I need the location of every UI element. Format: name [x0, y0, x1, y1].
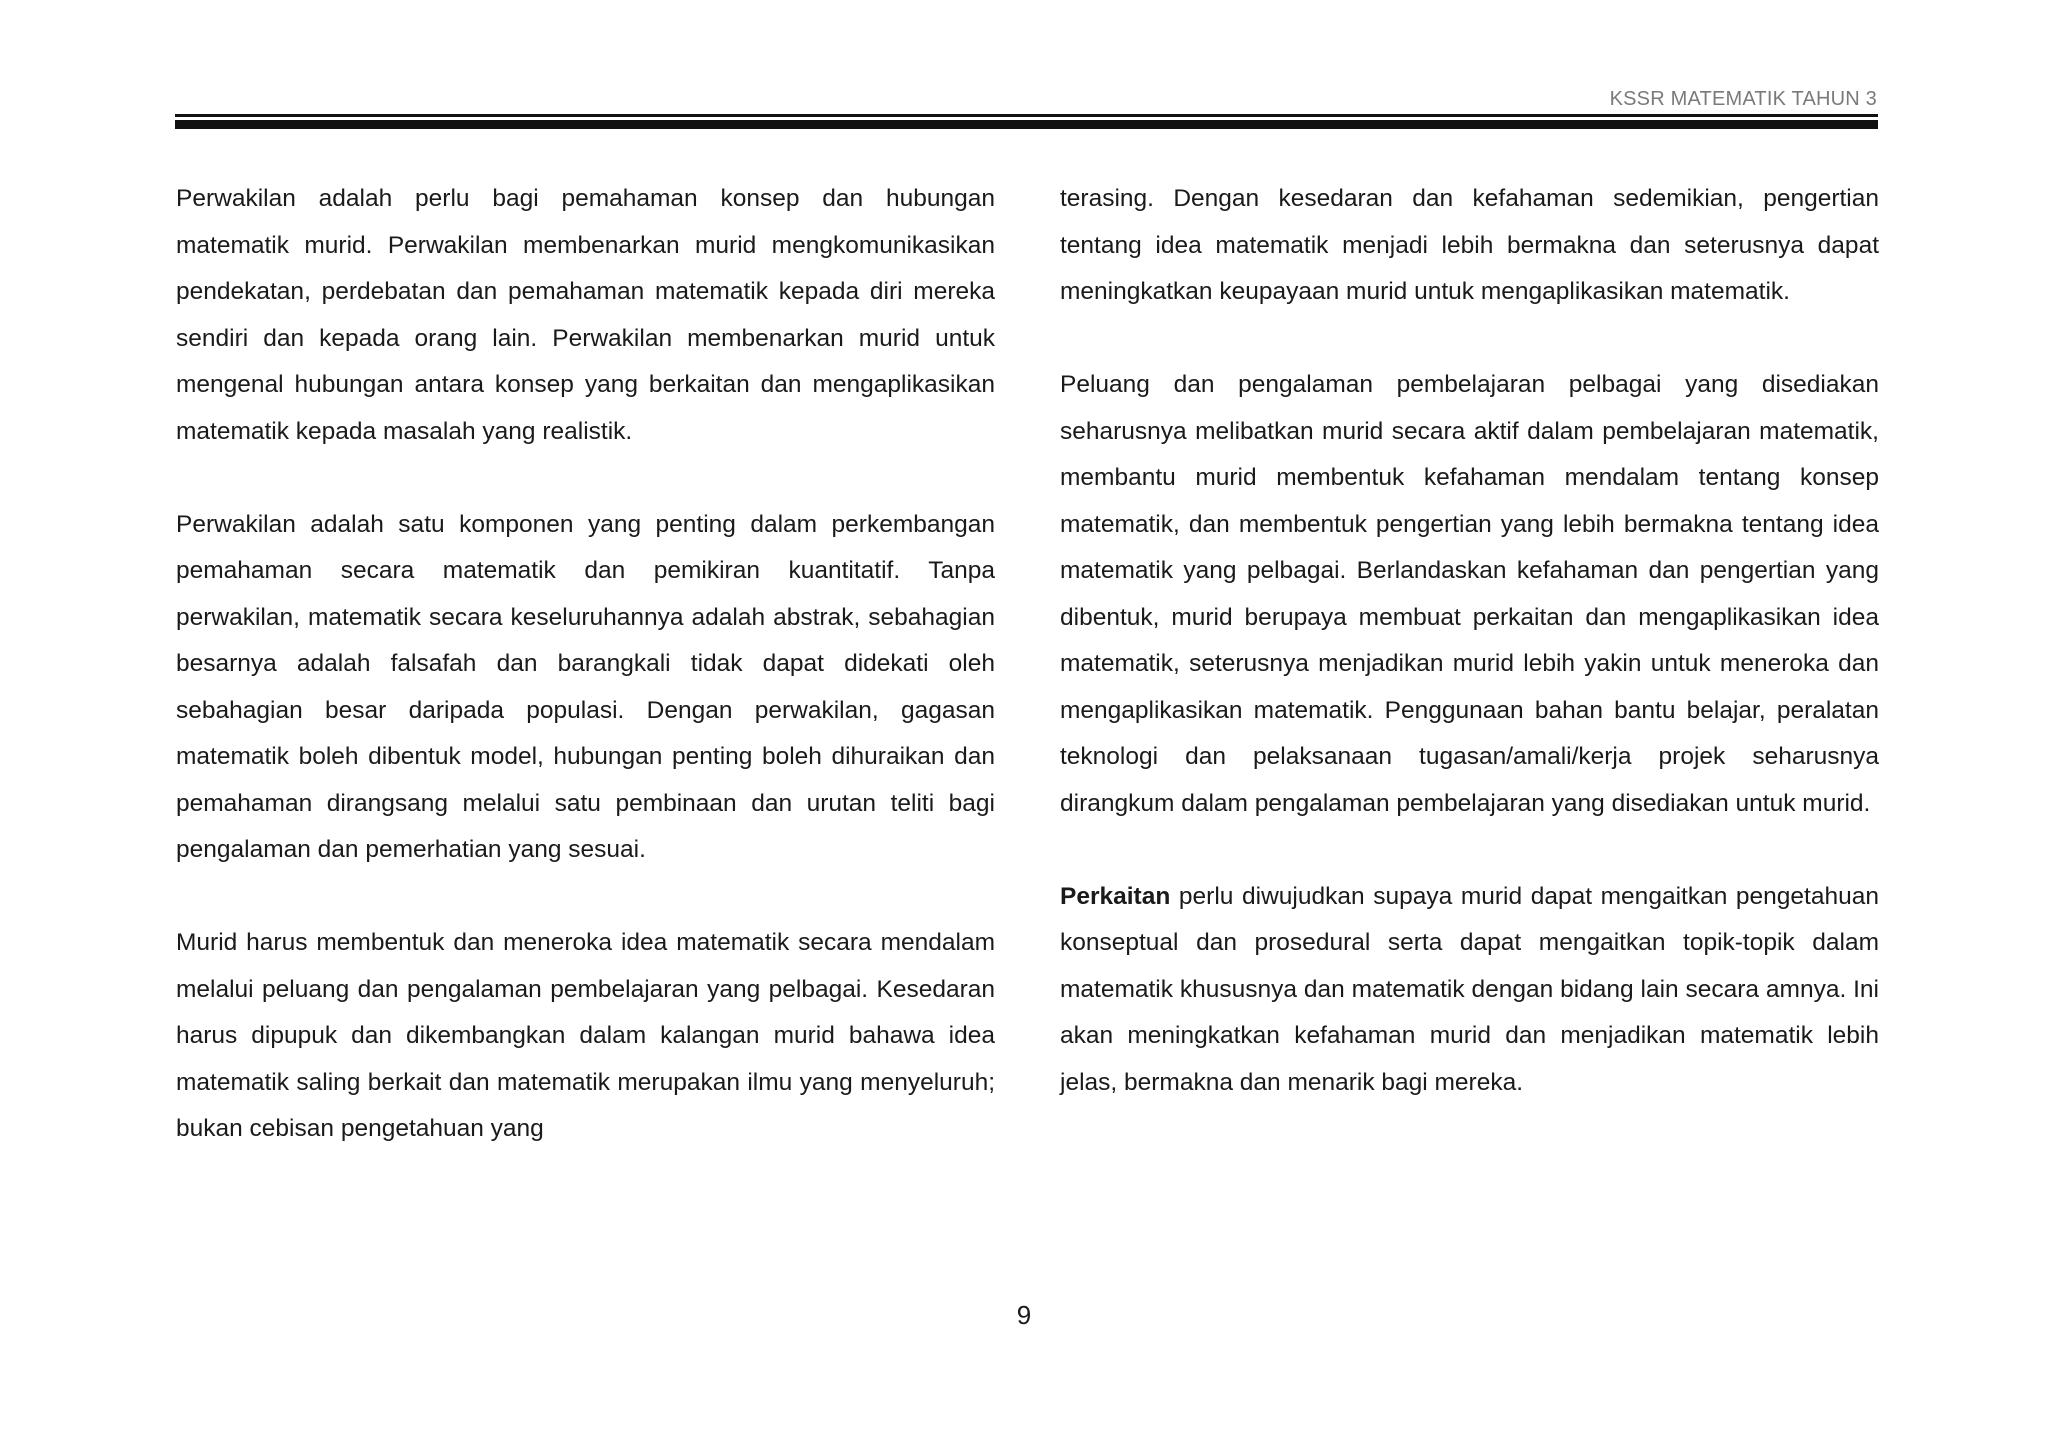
paragraph-perwakilan-intro: Perwakilan adalah perlu bagi pemahaman konsep dan hubungan matematik murid. Perwakilan membenarkan murid mengkomunikasikan pendekatan, perdebatan dan pemahaman matematik kepada diri mereka sendiri dan kepada orang lain. Perwakilan membenarkan murid untuk mengenal hubungan antara konsep yang berkaitan dan mengaplikasikan matematik kepada masalah yang realistik.	[176, 185, 995, 445]
perkaitan-text: perlu diwujudkan supaya murid dapat mengaitkan pengetahuan konseptual dan prosedural serta dapat mengaitkan topik-topik dalam matematik khususnya dan matematik dengan bidang lain secara amnya. Ini akan meningkatkan kefahaman murid dan menjadikan matematik lebih jelas, bermakna dan menarik bagi mereka.	[1060, 882, 1879, 1096]
right-column	[1060, 176, 1879, 1106]
paragraph-peluang-pengalaman: Peluang dan pengalaman pembelajaran pelbagai yang disediakan seharusnya melibatkan murid secara aktif dalam pembelajaran matematik, membantu murid membentuk kefahaman mendalam tentang konsep matematik, dan membentuk pengertian yang lebih bermakna tentang idea matematik yang pelbagai. Berlandaskan kefahaman dan pengertian yang dibentuk, murid berupaya membuat perkaitan dan mengaplikasikan idea matematik, seterusnya menjadikan murid lebih yakin untuk meneroka dan mengaplikasikan matematik. Penggunaan bahan bantu belajar, peralatan teknologi dan pelaksanaan tugasan/amali/kerja projek seharusnya dirangkum dalam pengalaman pembelajaran yang disediakan untuk murid.	[1060, 371, 1879, 817]
page-number: 9	[1016, 1300, 1032, 1330]
running-header: KSSR MATEMATIK TAHUN 3	[1609, 88, 1877, 110]
perkaitan-term: Perkaitan	[1060, 882, 1171, 910]
header-rule-thick	[175, 120, 1878, 129]
left-column	[176, 176, 995, 1153]
header-rule-thin	[175, 114, 1878, 117]
paragraph-terasing-continued: terasing. Dengan kesedaran dan kefahaman sedemikian, pengertian tentang idea matematik menjadi lebih bermakna dan seterusnya dapat meningkatkan keupayaan murid untuk mengaplikasikan matematik.	[1060, 185, 1879, 305]
paragraph-murid-meneroka: Murid harus membentuk dan meneroka idea matematik secara mendalam melalui peluang dan pengalaman pembelajaran yang pelbagai. Kesedaran harus dipupuk dan dikembangkan dalam kalangan murid bahawa idea matematik saling berkait dan matematik merupakan ilmu yang menyeluruh; bukan cebisan pengetahuan yang	[176, 929, 995, 1142]
paragraph-perkaitan	[1060, 874, 1879, 1107]
paragraph-perwakilan-komponen: Perwakilan adalah satu komponen yang penting dalam perkembangan pemahaman secara matematik dan pemikiran kuantitatif. Tanpa perwakilan, matematik secara keseluruhannya adalah abstrak, sebahagian besarnya adalah falsafah dan barangkali tidak dapat didekati oleh sebahagian besar daripada populasi. Dengan perwakilan, gagasan matematik boleh dibentuk model, hubungan penting boleh dihuraikan dan pemahaman dirangsang melalui satu pembinaan dan urutan teliti bagi pengalaman dan pemerhatian yang sesuai.	[176, 510, 995, 863]
